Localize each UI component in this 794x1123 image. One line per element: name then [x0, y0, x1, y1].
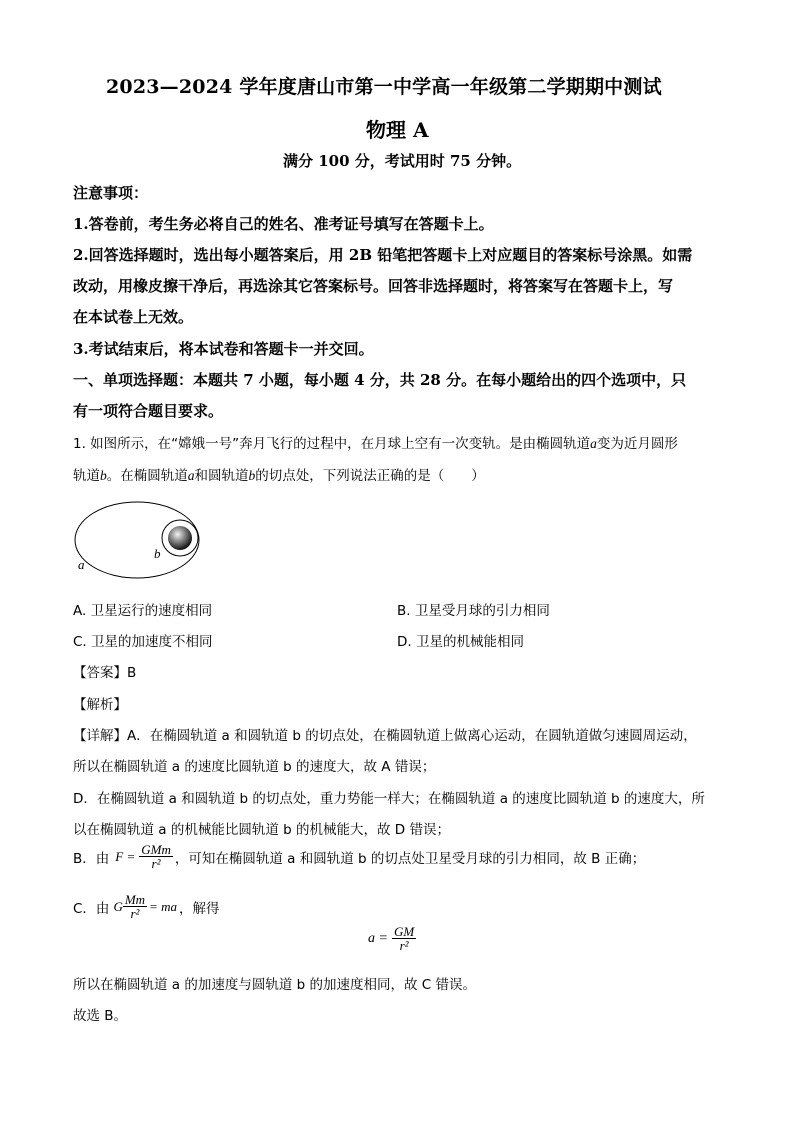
answer-label: 【答案】B — [73, 665, 137, 681]
detail-b-line: B．由 F = $\frac{\text{GMm}}{\text{r²}}$ ，可知在椭圆轨道 a 和圆轨道 b 的切点处卫星受月球的引力相同，故 B 正确； — [73, 842, 646, 871]
detail-d-line-2: 以在椭圆轨道 a 的机械能比圆轨道 b 的机械能大，故 D 错误； — [73, 822, 450, 838]
section-heading-line-2: 有一项符合题目要求。 — [73, 402, 224, 420]
section-heading-line-1: 一、单项选择题：本题共 7 小题，每小题 4 分，共 28 分。在每小题给出的四个选项中，只 — [73, 371, 687, 389]
note-2-line-1: 2.回答选择题时，选出每小题答案后，用 2B 铅笔把答题卡上对应题目的答案标号涂黑。如需 — [73, 246, 693, 264]
detail-d-line-1: D．在椭圆轨道 a 和圆轨道 b 的切点处，重力势能一样大；在椭圆轨道 a 的速度比圆轨道 b 的速度大，所 — [73, 791, 705, 807]
option-d: D. 卫星的机械能相同 — [397, 634, 524, 650]
note-2-line-3: 在本试卷上无效。 — [73, 308, 194, 326]
note-2-line-2: 改动，用橡皮擦干净后，再选涂其它答案标号。回答非选择题时，将答案写在答题卡上，写 — [73, 277, 674, 295]
conclusion-line: 所以在椭圆轨道 a 的加速度与圆轨道 b 的加速度相同，故 C 错误。 — [73, 977, 477, 993]
subject-title: 物理 A — [366, 118, 429, 142]
score-info: 满分 100 分，考试用时 75 分钟。 — [283, 152, 522, 170]
notes-heading: 注意事项： — [73, 184, 149, 202]
label-b: b — [154, 546, 161, 561]
detail-a-line-1: 【详解】A．在椭圆轨道 a 和圆轨道 b 的切点处，在椭圆轨道上做离心运动，在圆轨道做匀速圆周运动， — [73, 728, 697, 744]
question-1-line-2: 轨道b。在椭圆轨道a和圆轨道b的切点处，下列说法正确的是（ ） — [73, 468, 485, 484]
detail-a-line-2: 所以在椭圆轨道 a 的速度比圆轨道 b 的速度大，故 A 错误； — [73, 759, 436, 775]
note-1: 1.答卷前，考生务必将自己的姓名、准考证号填写在答题卡上。 — [73, 215, 494, 233]
formula-gravity: $\frac{\text{GMm}}{\text{r²}}$ — [141, 842, 171, 871]
orbit-figure — [70, 495, 220, 585]
formula-newton-second-law: $\frac{Mm}{\text{r²}}$ — [124, 892, 146, 921]
note-3: 3.考试结束后，将本试卷和答题卡一并交回。 — [73, 340, 374, 358]
option-c: C. 卫星的加速度不相同 — [73, 634, 213, 650]
option-b: B. 卫星受月球的引力相同 — [397, 603, 550, 619]
detail-c-line: C．由 G $\frac{Mm}{\text{r²}}$ = ma ，解得 — [73, 892, 220, 921]
final-answer-line: 故选 B。 — [73, 1008, 128, 1024]
option-a: A. 卫星运行的速度相同 — [73, 603, 213, 619]
moon-icon — [168, 526, 192, 550]
analysis-label: 【解析】 — [73, 697, 127, 713]
equation-acceleration: a = $\frac{GM}{\text{r²}}$ — [368, 924, 415, 953]
exam-title: 2023—2024 学年度唐山市第一中学高一年级第二学期期中测试 — [106, 76, 662, 98]
question-1-line-1: 1. 如图所示，在“嫦娥一号”奔月飞行的过程中，在月球上空有一次变轨。是由椭圆轨道a变为近月圆形 — [73, 436, 678, 452]
label-a: a — [78, 557, 85, 572]
